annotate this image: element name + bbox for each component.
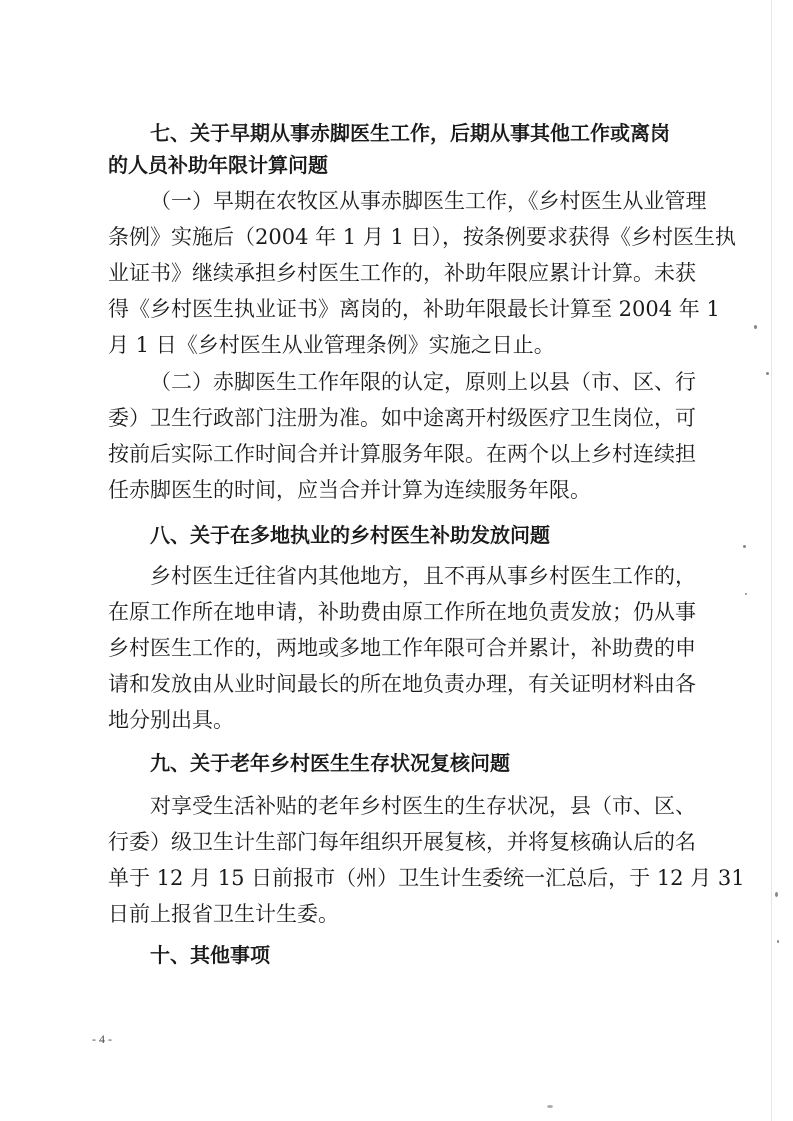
- paragraph-line: 日前上报省卫生计生委。: [108, 902, 339, 926]
- section7-heading-line2: 的人员补助年限计算问题: [108, 153, 328, 177]
- paragraph-line: 任赤脚医生的时间，应当合并计算为连续服务年限。: [108, 478, 591, 502]
- paragraph-line: 单于 12 月 15 日前报市（州）卫生计生委统一汇总后，于 12 月 31: [108, 866, 745, 890]
- paragraph-line: （二）赤脚医生工作年限的认定，原则上以县（市、区、行: [150, 370, 696, 394]
- paragraph-line: 得《乡村医生执业证书》离岗的，补助年限最长计算至 2004 年 1: [108, 297, 720, 321]
- scan-speck: [743, 545, 746, 548]
- scan-speck: [777, 940, 779, 943]
- paragraph-line: 乡村医生工作的，两地或多地工作年限可合并累计，补助费的申: [108, 636, 696, 660]
- section10-heading: 十、其他事项: [150, 943, 270, 967]
- section8-heading: 八、关于在多地执业的乡村医生补助发放问题: [150, 523, 550, 547]
- page-number: - 4 -: [92, 1032, 112, 1046]
- paragraph-line: 在原工作所在地申请，补助费由原工作所在地负责发放；仍从事: [108, 600, 696, 624]
- paragraph-line: 行委）级卫生计生部门每年组织开展复核，并将复核确认后的名: [108, 830, 696, 854]
- paragraph-line: 月 1 日《乡村医生从业管理条例》实施之日止。: [108, 333, 555, 357]
- scan-speck: [754, 325, 757, 329]
- paragraph-line: 委）卫生行政部门注册为准。如中途离开村级医疗卫生岗位，可: [108, 406, 696, 430]
- paragraph-line: 对享受生活补贴的老年乡村医生的生存状况，县（市、区、: [150, 794, 696, 818]
- scan-edge-line: [771, 0, 772, 1121]
- section7-heading-line1: 七、关于早期从事赤脚医生工作，后期从事其他工作或离岗: [150, 121, 670, 145]
- paragraph-line: （一）早期在农牧区从事赤脚医生工作，《乡村医生从业管理: [150, 189, 707, 213]
- paragraph-line: 业证书》继续承担乡村医生工作的，补助年限应累计计算。未获: [108, 261, 696, 285]
- scan-speck: [547, 1105, 553, 1108]
- section9-heading: 九、关于老年乡村医生生存状况复核问题: [150, 751, 510, 775]
- paragraph-line: 乡村医生迁往省内其他地方，且不再从事乡村医生工作的，: [150, 564, 696, 588]
- paragraph-line: 地分别出具。: [108, 708, 234, 732]
- scan-speck: [745, 593, 747, 595]
- paragraph-line: 请和发放由从业时间最长的所在地负责办理，有关证明材料由各: [108, 672, 696, 696]
- scan-speck: [766, 372, 769, 375]
- scan-speck: [775, 892, 778, 897]
- paragraph-line: 条例》实施后（2004 年 1 月 1 日），按条例要求获得《乡村医生执: [108, 225, 737, 249]
- paragraph-line: 按前后实际工作时间合并计算服务年限。在两个以上乡村连续担: [108, 442, 696, 466]
